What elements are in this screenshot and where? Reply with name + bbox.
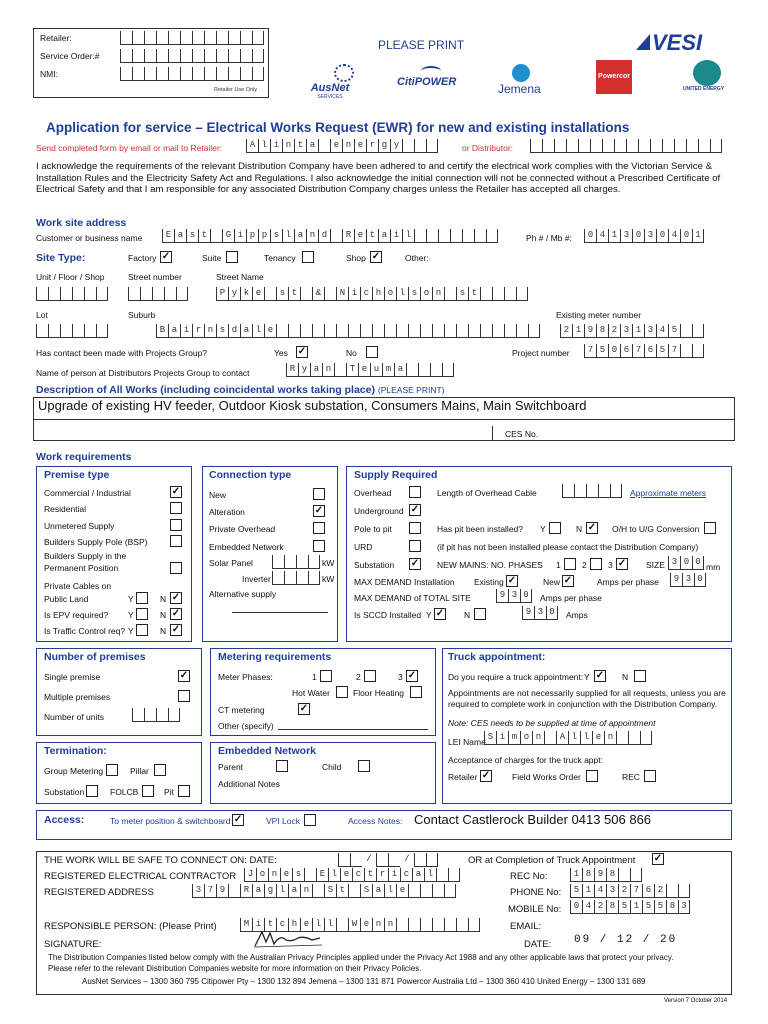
public-land-y-checkbox[interactable] [136,592,148,604]
phase-2-checkbox[interactable] [590,558,602,570]
traffic-y: Y [128,626,134,636]
rec-no-label: REC No: [510,871,548,882]
connection-solar: Solar Panel [209,558,253,568]
single-premise-checkbox[interactable]: ✓ [179,670,189,681]
acknowledgement: I acknowledge the requirements of the relevant Distribution Company have been adhered to and certify the electrical work complies with the Victorian Service & Installation Rules and the Electricity Safety Act and Regulations. I also acknowledge the initial connection will not be connected without a Prescribed Certificate of Electrical Safety and that I am responsible for any associated Distribution Company charges unless the Retailer has accepted all charges. [36,161,721,196]
privacy-text-1: The Distribution Companies listed below comply with the Australian Privacy Principles applied under the Privacy Act 1988 and any other applicable laws that protect your privacy. [48,953,674,962]
or-truck-checkbox[interactable]: ✓ [653,853,663,864]
sccd-n-checkbox[interactable] [474,608,486,620]
child-label: Child [322,762,342,772]
pillar-label: Pillar [130,766,149,776]
overhead-length: Length of Overhead Cable [437,488,537,498]
phase-2-label: 2 [582,560,587,570]
embedded-heading: Embedded Network [218,745,317,757]
phase-1-checkbox[interactable] [564,558,576,570]
amps-per-phase-label: Amps per phase [597,577,659,587]
premise-commercial: Commercial / Industrial [44,488,131,498]
public-land-n: N [160,594,167,604]
retailer-label: Retailer: [40,33,72,43]
alteration-checkbox[interactable]: ✓ [314,505,324,516]
metering-heading: Metering requirements [218,651,332,663]
form-title: Application for service – Electrical Works Request (EWR) for new and existing installations [46,120,630,135]
responsible-label: RESPONSIBLE PERSON: (Please Print) [44,921,217,932]
new-mains-phases: NEW MAINS: NO. PHASES [437,560,543,570]
vpi-lock-checkbox[interactable] [304,814,316,826]
premise-heading: Premise type [44,469,110,481]
lei-name-cells[interactable]: S i m o n A l l e n [484,731,652,745]
pit-y-checkbox[interactable] [549,522,561,534]
units-cells[interactable] [132,708,180,722]
supply-substation: Substation [354,560,395,570]
pit-installed: Has pit been installed? [437,524,524,534]
sccd-n: N [464,610,471,620]
meter-phase-1-checkbox[interactable] [320,670,332,682]
person-label: Name of person at Distributors Projects Group to contact [36,368,250,378]
metering-other-line[interactable] [278,729,428,730]
urd-note: (if pit has not been installed please contact the Distribution Company) [437,542,699,552]
termination-heading: Termination: [44,745,107,757]
meter-phase-2-checkbox[interactable] [364,670,376,682]
parent-label: Parent [218,762,244,772]
phase-3-checkbox[interactable]: ✓ [617,558,627,569]
pit-n-checkbox[interactable]: ✓ [587,522,597,533]
contact-numbers: AusNet Services – 1300 360 795 Citipower Pty – 1300 132 894 Jemena – 1300 131 871 Powercor Australia Ltd – 1300 360 410 United Energy – 1300 131 689 [82,977,646,986]
single-premise: Single premise [44,672,101,682]
premise-traffic: Is Traffic Control req? [44,626,126,636]
total-site-cells[interactable]: 9 3 0 [496,589,532,603]
work-req-heading: Work requirements [36,451,132,463]
truck-note-1: Appointments are not necessarily supplied for all requests, unless you are [448,688,726,698]
truck-n: N [622,672,629,682]
truck-rec: REC [622,772,640,782]
site-type-other: Other: [405,253,429,263]
unmetered-checkbox[interactable] [170,519,182,531]
street-number-label: Street number [128,272,182,282]
hot-water-checkbox[interactable] [336,686,348,698]
suburb-cells[interactable]: B a i r n s d a l e [156,324,540,338]
nmi-label: NMI: [40,69,58,79]
works-description: Upgrade of existing HV feeder, Outdoor Kiosk substation, Consumers Mains, Main Switchboard [38,398,587,413]
metering-other: Other (specify) [218,721,274,731]
new-checkbox[interactable] [313,488,325,500]
access-meter-checkbox[interactable]: ✓ [233,814,243,825]
residential-checkbox[interactable] [170,502,182,514]
contact-yes-checkbox[interactable]: ✓ [297,346,307,357]
contractor-cells[interactable]: J o n e s E l e c t r i c a l [244,868,460,882]
privacy-text-2: Please refer to the relevant Distribution Companies website for more information on their Privacy Policies. [48,964,422,973]
epv-n: N [160,610,167,620]
existing-checkbox[interactable]: ✓ [507,575,517,586]
max-demand-total: MAX DEMAND of TOTAL SITE [354,593,471,603]
solar-kw-cells[interactable] [272,555,320,569]
traffic-n-checkbox[interactable]: ✓ [171,624,181,635]
phone-cells[interactable]: 0 4 1 3 0 3 0 4 0 1 [584,229,704,243]
sccd-amps-cells[interactable]: 9 3 0 [522,606,558,620]
overhead-length-cells[interactable] [562,484,622,498]
truck-rec-checkbox[interactable] [644,770,656,782]
jemena-logo: Jemena [498,64,541,96]
public-land-y: Y [128,594,134,604]
truck-fwo-checkbox[interactable] [586,770,598,782]
new-label: New [543,577,561,587]
vpi-lock: VPI Lock [266,816,301,826]
embedded-checkbox[interactable] [313,540,325,552]
united-energy-logo: UNITED ENERGY [683,60,724,92]
works-heading: Description of All Works (including coincidental works taking place) (PLEASE PRINT) [36,384,445,396]
service-order-label: Service Order:# [40,51,100,61]
customer-cells[interactable]: E a s t G i p p s l a n d R e t a i l [162,229,498,243]
citipower-logo: CitiPOWER [397,66,456,88]
email-label: EMAIL: [510,921,542,932]
signature-label: SIGNATURE: [44,939,102,950]
work-site-heading: Work site address [36,217,127,229]
meter-phase-3-checkbox[interactable]: ✓ [407,670,417,681]
private-overhead-checkbox[interactable] [313,522,325,534]
overhead-checkbox[interactable] [409,486,421,498]
ct-metering: CT metering [218,705,265,715]
premise-unmetered: Unmetered Supply [44,521,115,531]
safe-to-connect: THE WORK WILL BE SAFE TO CONNECT ON: DATE: [44,855,277,866]
supply-heading: Supply Required [354,469,438,481]
underground-checkbox[interactable]: ✓ [410,504,420,515]
phase-1-label: 1 [556,560,561,570]
bsp-checkbox[interactable] [170,535,182,547]
customer-label: Customer or business name [36,233,143,243]
nmi-cells[interactable] [120,67,264,81]
meter-phase-1: 1 [312,672,317,682]
tenancy-checkbox[interactable] [302,251,314,263]
sccd-y: Y [426,610,432,620]
connection-private-overhead: Private Overhead [209,524,276,534]
premise-residential: Residential [44,504,87,514]
distributor-cells[interactable] [530,139,722,153]
contact-no-checkbox[interactable] [366,346,378,358]
solar-kw: kW [322,558,335,568]
premise-builders-supply: Builders Supply in the [44,551,127,561]
connection-heading: Connection type [209,469,292,481]
total-amps-per-phase: Amps per phase [540,593,602,603]
truck-note-2: required to complete work in conjunction with the Distribution Company. [448,699,718,709]
meter-phases: Meter Phases: [218,672,273,682]
pit-checkbox[interactable] [178,785,190,797]
responsible-cells[interactable]: M i t c h e l l W e n n [240,918,480,932]
ausnet-logo: AusNet SERVICES [306,64,354,100]
additional-notes: Additional Notes [218,779,280,789]
hot-water: Hot Water [292,688,330,698]
ausnet-icon [334,64,354,82]
site-type-suite: Suite [202,253,222,263]
access-heading: Access: [44,814,85,826]
sccd-y-checkbox[interactable]: ✓ [435,608,445,619]
date-label: DATE: [524,939,552,950]
max-demand-installation: MAX DEMAND Installation [354,577,455,587]
substation-checkbox[interactable]: ✓ [410,558,420,569]
ces-label: CES No. [505,429,539,439]
truck-y-checkbox[interactable]: ✓ [595,670,605,681]
works-divider [33,419,735,420]
access-notes-label: Access Notes: [348,816,403,826]
inverter-kw-cells[interactable] [272,571,320,585]
parent-checkbox[interactable] [276,760,288,772]
commercial-checkbox[interactable]: ✓ [171,486,181,497]
phase-3-label: 3 [608,560,613,570]
site-type-tenancy: Tenancy [264,253,296,263]
alternative-line[interactable] [232,612,328,613]
epv-y: Y [128,610,134,620]
inverter-kw: kW [322,574,335,584]
project-cells[interactable]: 7 5 0 6 7 6 5 7 [584,344,704,358]
unit-label: Unit / Floor / Shop [36,272,105,282]
factory-checkbox[interactable]: ✓ [161,251,171,262]
or-truck: OR at Completion of Truck Appointment [468,855,636,866]
date-value: 09 / 12 / 20 [574,934,678,946]
supply-overhead: Overhead [354,488,392,498]
truck-retailer-checkbox[interactable]: ✓ [481,770,491,781]
project-label: Project number [512,348,570,358]
supply-underground: Underground [354,506,404,516]
premise-bsp: Builders Supply Pole (BSP) [44,537,148,547]
meter-phase-2: 2 [356,672,361,682]
lot-label: Lot [36,310,48,320]
multiple-premises-checkbox[interactable] [178,690,190,702]
size-cells[interactable]: 3 0 0 [668,556,704,570]
distributor-label: or Distributor: [462,143,514,153]
signature-image [252,928,324,950]
premise-epv: Is EPV required? [44,610,109,620]
truck-note-3: Note: CES needs to be supplied at time of appointment [448,718,656,728]
permanent-checkbox[interactable] [170,562,182,574]
person-cells[interactable]: R y a n T e u m a [286,363,454,377]
premise-public-land: Public Land [44,594,89,604]
address-label: REGISTERED ADDRESS [44,887,154,898]
site-type-label: Site Type: [36,252,86,264]
sccd-label: Is SCCD Installed [354,610,422,620]
contractor-label: REGISTERED ELECTRICAL CONTRACTOR [44,871,237,882]
retailer-name-cells[interactable]: A l i n t a e n e r g y [246,139,438,153]
vesi-logo: VESI [636,30,702,56]
connection-inverter: Inverter [242,574,271,584]
lei-name-label: LEI Name [448,737,486,747]
approx-meters: Approximate meters [630,488,707,498]
site-type-factory: Factory [128,253,157,263]
lot-cells[interactable] [36,324,108,338]
urd-checkbox[interactable] [409,540,421,552]
multiple-premises: Multiple premises [44,692,111,702]
size-mm: mm [706,562,721,572]
retailer-only-note: Retailer Use Only [214,87,258,93]
meter-cells[interactable]: 2 1 9 8 2 3 1 3 4 5 [560,324,704,338]
mobile-no-cells[interactable]: 0 4 2 8 5 1 5 5 8 3 [570,900,690,914]
floor-heating: Floor Heating [353,688,405,698]
truck-accept: Acceptance of charges for the truck appt: [448,755,603,765]
group-metering: Group Metering [44,766,104,776]
phone-no-cells[interactable]: 5 1 4 3 2 7 6 2 [570,884,690,898]
truck-require: Do you require a truck appointment: [448,672,584,682]
oh-ug-checkbox[interactable] [704,522,716,534]
termination-substation: Substation [44,787,85,797]
street-name-label: Street Name [216,272,264,282]
mobile-no-label: MOBILE No: [508,904,562,915]
connection-alternative: Alternative supply [209,589,277,599]
premise-private-cables: Private Cables on [44,581,112,591]
truck-retailer: Retailer [448,772,478,782]
citipower-icon [421,66,441,76]
united-energy-icon [693,60,721,86]
truck-fwo: Field Works Order [512,772,581,782]
service-order-cells[interactable] [120,49,264,63]
pit-label: Pit [164,787,174,797]
public-land-n-checkbox[interactable]: ✓ [171,592,181,603]
pole-to-pit-checkbox[interactable] [409,522,421,534]
site-type-shop: Shop [346,253,366,263]
pit-n: N [576,524,583,534]
supply-pole-to-pit: Pole to pit [354,524,392,534]
street-name-cells[interactable]: P y k e s t & N i c h o l s o n s t [216,287,528,301]
pillar-checkbox[interactable] [154,764,166,776]
truck-heading: Truck appointment: [448,651,546,663]
connection-embedded: Embedded Network [209,542,284,552]
connection-new: New [209,490,227,500]
retailer-cells[interactable] [120,31,264,45]
pit-y: Y [540,524,546,534]
ces-divider [492,426,493,441]
traffic-n: N [160,626,167,636]
unit-cells[interactable] [36,287,108,301]
please-print: PLEASE PRINT [378,38,465,52]
access-notes-value: Contact Castlerock Builder 0413 506 866 [414,812,652,827]
traffic-y-checkbox[interactable] [136,624,148,636]
folcb-label: FOLCB [110,787,139,797]
meter-label: Existing meter number [556,310,642,320]
address-cells[interactable]: 3 7 9 R a g l a n S t S a l e [192,884,456,898]
child-checkbox[interactable] [358,760,370,772]
oh-ug-conversion: O/H to U/G Conversion [612,524,700,534]
sccd-amps: Amps [566,610,588,620]
contact-question: Has contact been made with Projects Group? [36,348,208,358]
contact-yes-label: Yes [274,348,288,358]
jemena-icon [512,64,530,82]
group-metering-checkbox[interactable] [106,764,118,776]
suburb-label: Suburb [128,310,156,320]
powercor-logo: Powercor [596,60,632,94]
truck-y: Y [584,672,590,682]
version: Version 7 October 2014 [664,998,728,1004]
safe-date-cells[interactable]: / / [338,853,438,867]
amps-per-phase-cells[interactable]: 9 3 0 [670,573,706,587]
ct-metering-checkbox[interactable]: ✓ [299,703,309,714]
supply-urd: URD [354,542,373,552]
contact-no-label: No [346,348,357,358]
new-demand-checkbox[interactable]: ✓ [563,575,573,586]
shop-checkbox[interactable]: ✓ [371,251,381,262]
connection-alteration: Alteration [209,507,245,517]
existing-label: Existing [474,577,504,587]
rec-no-cells[interactable]: 1 8 9 8 [570,868,642,882]
epv-y-checkbox[interactable] [136,608,148,620]
street-number-cells[interactable] [128,287,188,301]
floor-heating-checkbox[interactable] [410,686,422,698]
phone-label: Ph # / Mb #: [526,233,572,243]
suite-checkbox[interactable] [226,251,238,263]
folcb-checkbox[interactable] [142,785,154,797]
phone-no-label: PHONE No: [510,887,562,898]
send-to-label: Send completed form by email or mail to Retailer: [36,143,223,153]
premise-permanent: Permanent Position [44,563,119,573]
meter-phase-3: 3 [398,672,403,682]
number-of-units: Number of units [44,712,104,722]
access-meter: To meter position & switchboard [110,816,231,826]
size-label: SIZE [646,560,665,570]
premises-heading: Number of premises [44,651,146,663]
truck-n-checkbox[interactable] [634,670,646,682]
termination-substation-checkbox[interactable] [86,785,98,797]
epv-n-checkbox[interactable]: ✓ [171,608,181,619]
